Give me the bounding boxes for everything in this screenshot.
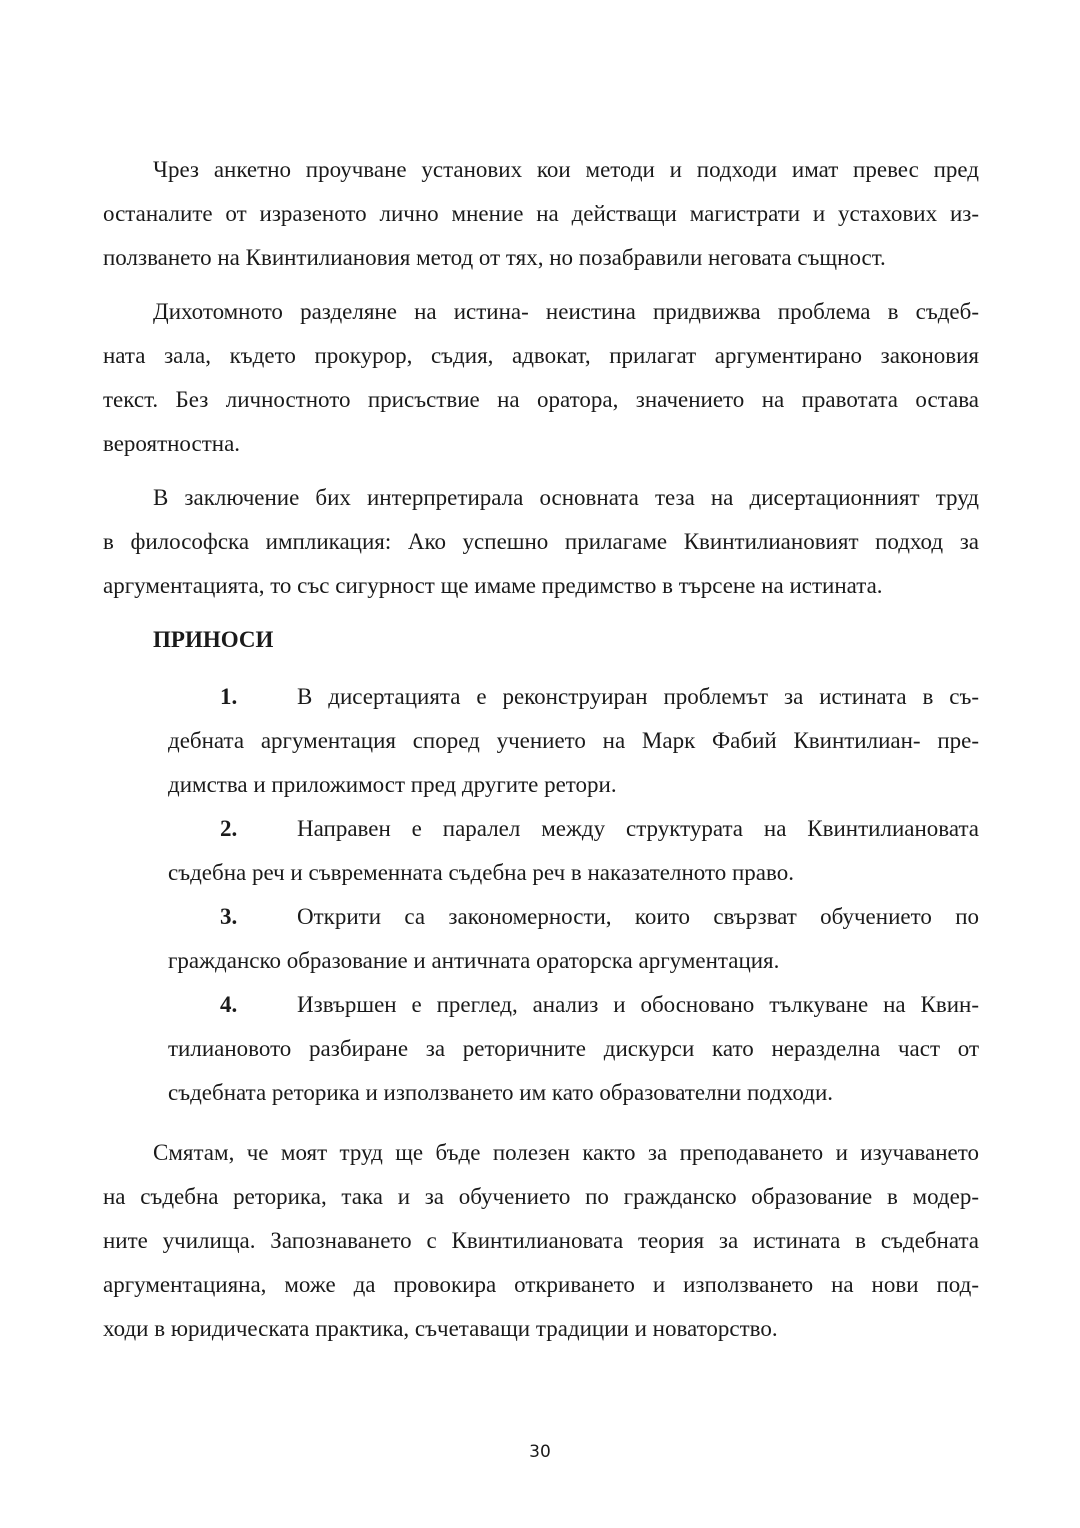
paragraph-2-line-3: текст. Без личностното присъствие на оратора, значението на правотата остава xyxy=(103,387,979,412)
closing-line-5: ходи в юридическата практика, съчетаващи традиции и новаторство. xyxy=(103,1316,778,1341)
closing-line-2: на съдебна реторика, така и за обучението по гражданско образование в модер- xyxy=(103,1184,979,1209)
paragraph-1-line-2: останалите от изразеното лично мнение на действащи магистрати и устахових из- xyxy=(103,201,979,226)
closing-line-4: аргументацияна, може да провокира откриването и използването на нови под- xyxy=(103,1272,979,1297)
paragraph-2-line-4: вероятностна. xyxy=(103,431,241,456)
contribution-4-line-2: тилиановото разбиране за реторичните дискурси като неразделна част от xyxy=(168,1036,979,1061)
contribution-1-line-3: димства и приложимост пред другите ретори. xyxy=(168,772,617,797)
paragraph-3-line-3: аргументацията, то със сигурност ще имаме предимство в търсене на истината. xyxy=(103,573,883,598)
contribution-2-line-1: Направен е паралел между структурата на Квинтилиановата xyxy=(297,816,979,841)
page-number: 30 xyxy=(529,1442,551,1462)
contribution-2-number: 2. xyxy=(220,816,238,841)
contribution-3-number: 3. xyxy=(220,904,238,929)
paragraph-1-line-1: Чрез анкетно проучване установих кои методи и подходи имат превес пред xyxy=(153,157,979,182)
contribution-4-line-1: Извършен е преглед, анализ и обосновано тълкуване на Квин- xyxy=(297,992,979,1017)
paragraph-3-line-1: В заключение бих интерпретирала основната теза на дисертационният труд xyxy=(153,485,979,510)
contribution-3-line-2: гражданско образование и античната ораторска аргументация. xyxy=(168,948,780,973)
contribution-1-line-1: В дисертацията е реконструиран проблемът за истината в съ- xyxy=(297,684,979,709)
paragraph-2-line-2: ната зала, където прокурор, съдия, адвокат, прилагат аргументирано законовия xyxy=(103,343,979,368)
closing-line-3: ните училища. Запознаването с Квинтилиановата теория за истината в съдебната xyxy=(103,1228,979,1253)
contribution-1-line-2: дебната аргументация според учението на Марк Фабий Квинтилиан- пре- xyxy=(168,728,979,753)
contribution-3-line-1: Открити са закономерности, които свързват обучението по xyxy=(297,904,979,929)
contribution-4-number: 4. xyxy=(220,992,238,1017)
contribution-2-line-2: съдебна реч и съвременната съдебна реч в наказателното право. xyxy=(168,860,794,885)
contribution-4-line-3: съдебната реторика и използването им като образователни подходи. xyxy=(168,1080,834,1105)
closing-line-1: Смятам, че моят труд ще бъде полезен както за преподаването и изучаването xyxy=(153,1140,979,1165)
paragraph-3-line-2: в философска импликация: Ако успешно прилагаме Квинтилиановият подход за xyxy=(103,529,979,554)
paragraph-1-line-3: ползването на Квинтилиановия метод от тях, но позабравили неговата същност. xyxy=(103,245,886,270)
contributions-heading: ПРИНОСИ xyxy=(153,627,274,652)
paragraph-2-line-1: Дихотомното разделяне на истина- неистина придвижва проблема в съдеб- xyxy=(153,299,979,324)
contribution-1-number: 1. xyxy=(220,684,238,709)
